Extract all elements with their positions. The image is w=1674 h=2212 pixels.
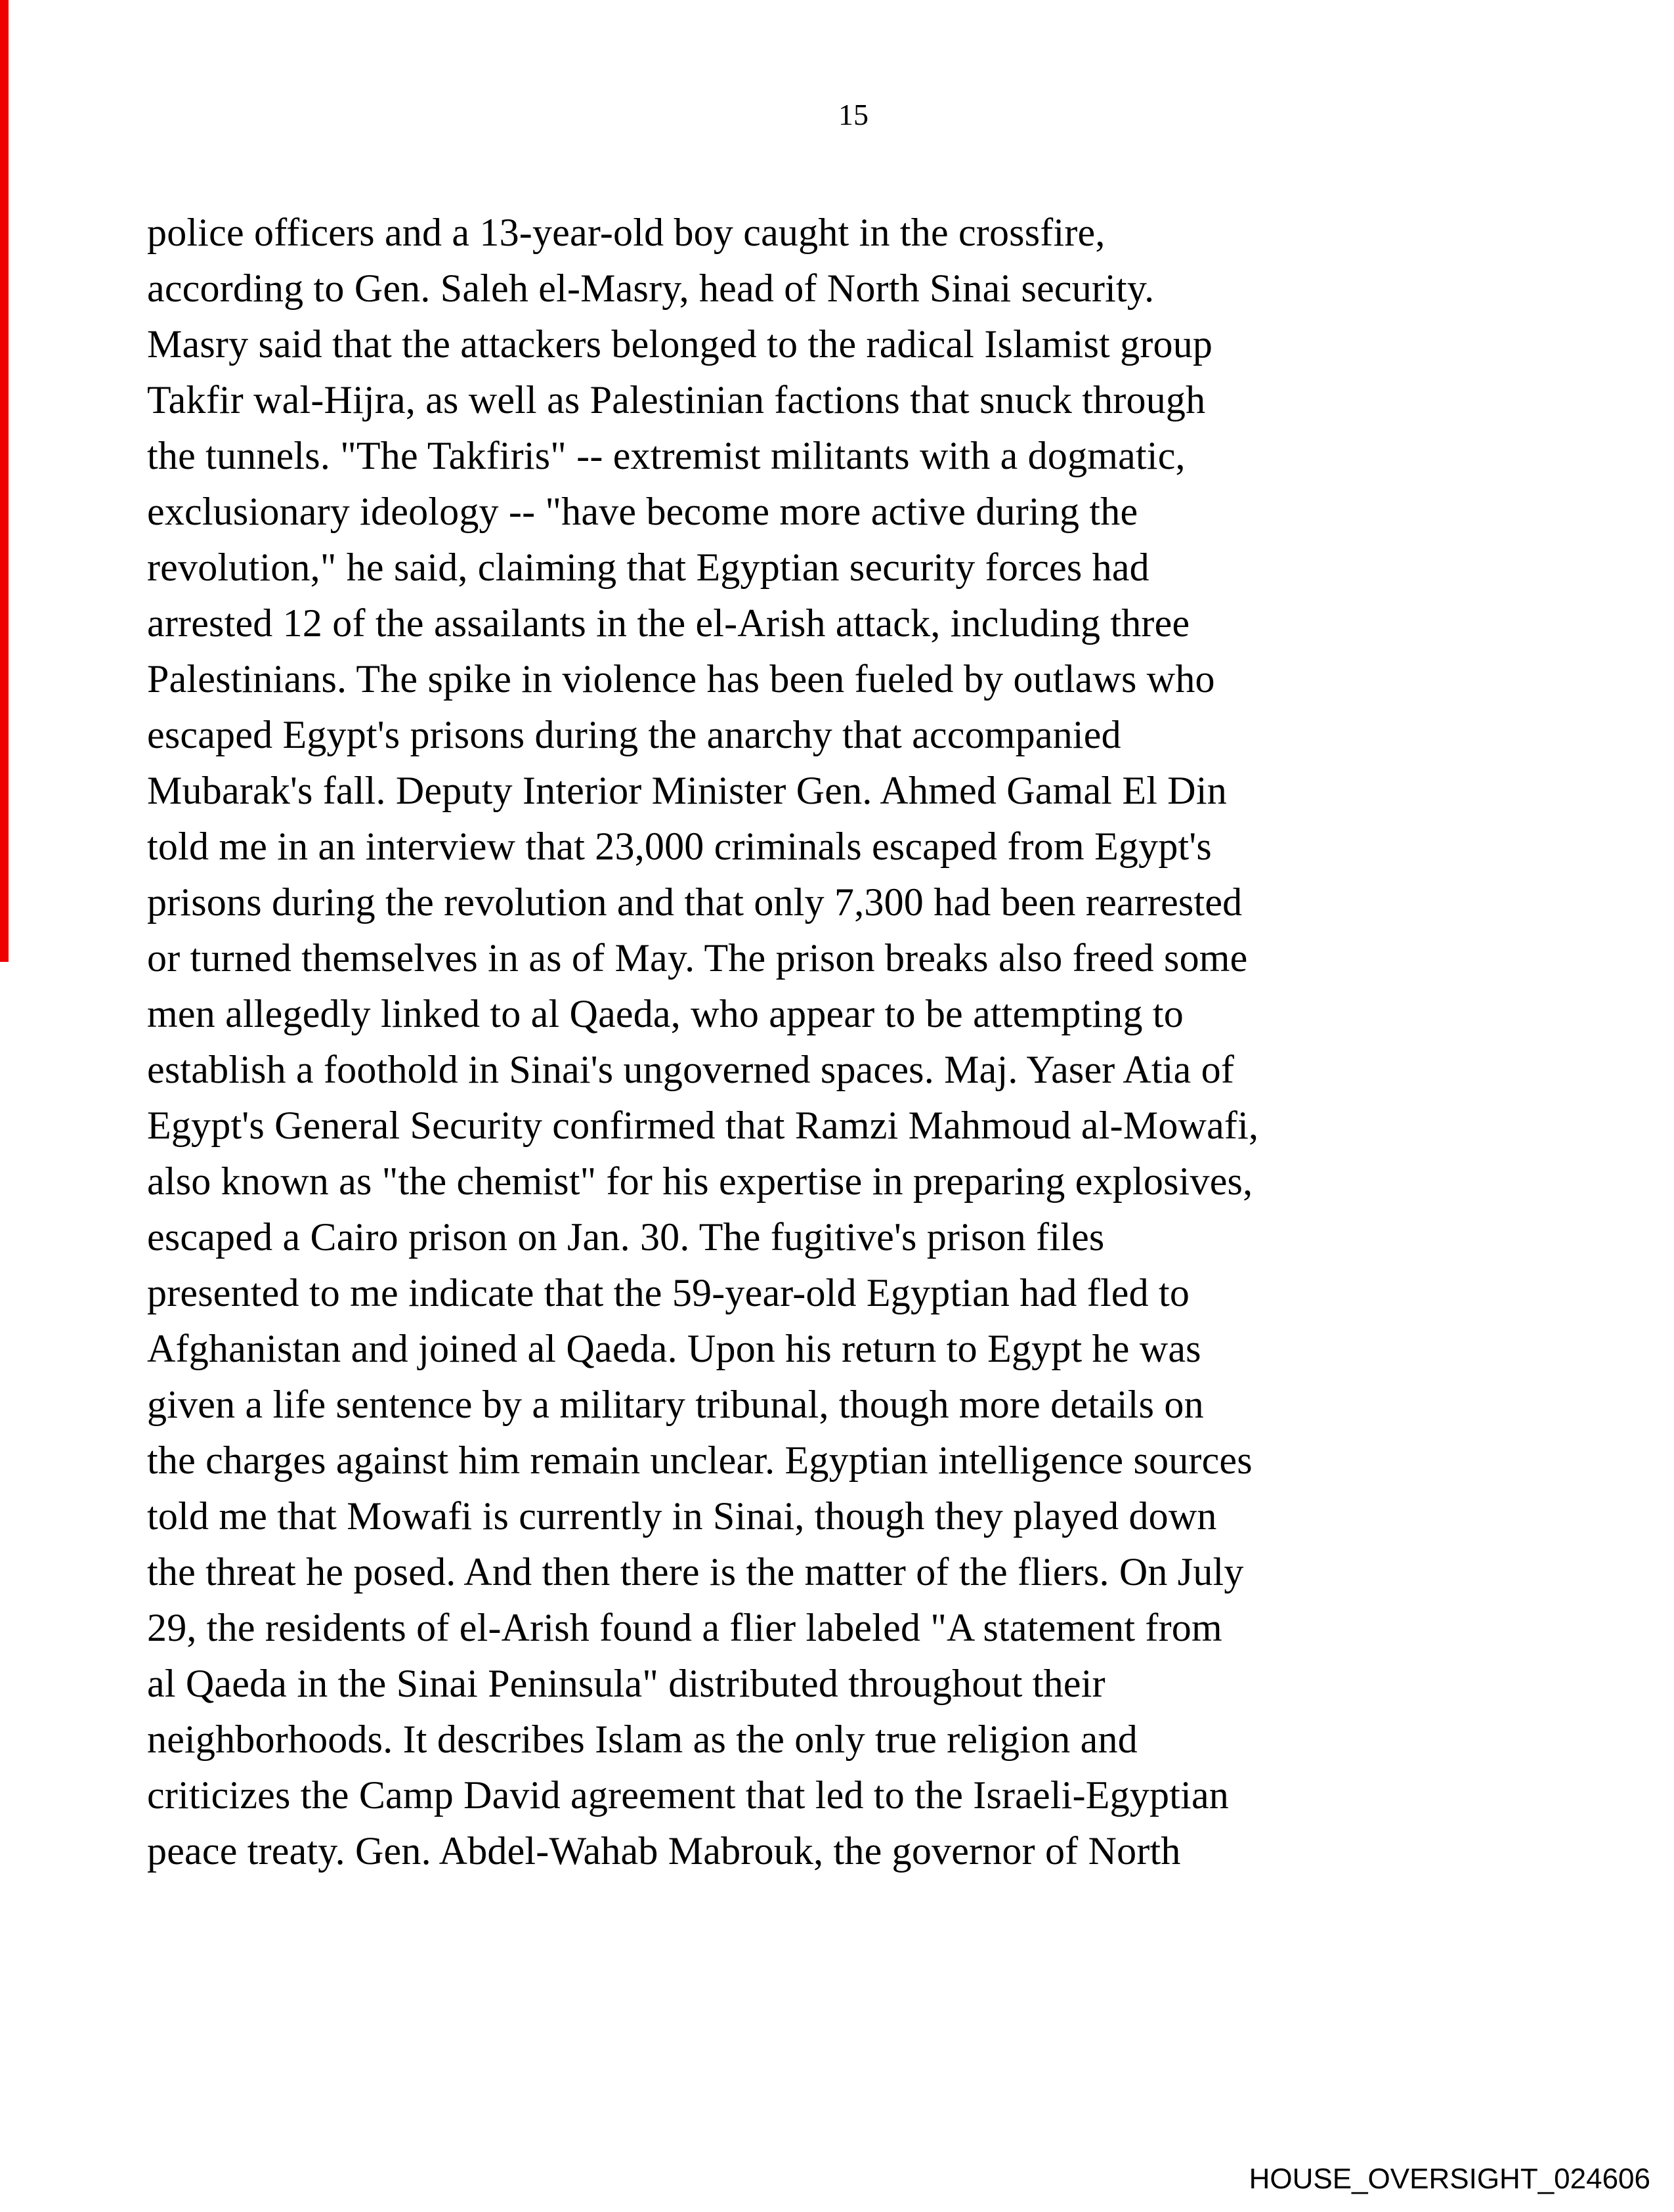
text-line: given a life sentence by a military tribunal, though more details on <box>147 1383 1204 1426</box>
text-line: the charges against him remain unclear. Egyptian intelligence sources <box>147 1439 1253 1482</box>
text-line: the tunnels. "The Takfiris" -- extremist militants with a dogmatic, <box>147 434 1186 477</box>
text-line: Mubarak's fall. Deputy Interior Minister Gen. Ahmed Gamal El Din <box>147 769 1227 812</box>
text-line: prisons during the revolution and that only 7,300 had been rearrested <box>147 880 1243 924</box>
text-line: police officers and a 13-year-old boy caught in the crossfire, <box>147 211 1105 254</box>
text-line: escaped Egypt's prisons during the anarchy that accompanied <box>147 713 1121 756</box>
text-line: criticizes the Camp David agreement that led to the Israeli-Egyptian <box>147 1773 1229 1817</box>
text-line: neighborhoods. It describes Islam as the only true religion and <box>147 1718 1138 1761</box>
text-line: Palestinians. The spike in violence has been fueled by outlaws who <box>147 657 1215 701</box>
text-line: men allegedly linked to al Qaeda, who appear to be attempting to <box>147 992 1184 1035</box>
text-line: escaped a Cairo prison on Jan. 30. The fugitive's prison files <box>147 1215 1105 1259</box>
text-line: arrested 12 of the assailants in the el-Arish attack, including three <box>147 601 1190 645</box>
bates-number: HOUSE_OVERSIGHT_024606 <box>1249 2163 1650 2195</box>
text-line: Masry said that the attackers belonged to the radical Islamist group <box>147 322 1213 366</box>
text-line: al Qaeda in the Sinai Peninsula" distributed throughout their <box>147 1662 1105 1705</box>
text-line: Afghanistan and joined al Qaeda. Upon his return to Egypt he was <box>147 1327 1201 1370</box>
text-line: establish a foothold in Sinai's ungoverned spaces. Maj. Yaser Atia of <box>147 1048 1235 1091</box>
text-line: exclusionary ideology -- "have become more active during the <box>147 490 1138 533</box>
text-line: revolution," he said, claiming that Egyptian security forces had <box>147 546 1149 589</box>
page-number: 15 <box>838 98 869 131</box>
body-text <box>147 205 1635 1879</box>
text-line: presented to me indicate that the 59-year-old Egyptian had fled to <box>147 1271 1190 1314</box>
text-line: also known as "the chemist" for his expertise in preparing explosives, <box>147 1160 1253 1203</box>
text-line: or turned themselves in as of May. The prison breaks also freed some <box>147 936 1248 980</box>
text-line: peace treaty. Gen. Abdel-Wahab Mabrouk, the governor of North <box>147 1829 1181 1873</box>
text-line: told me that Mowafi is currently in Sinai, though they played down <box>147 1494 1217 1538</box>
text-line: the threat he posed. And then there is the matter of the fliers. On July <box>147 1550 1244 1594</box>
text-line: according to Gen. Saleh el-Masry, head of North Sinai security. <box>147 267 1155 310</box>
left-edge-red-bar <box>0 0 9 962</box>
text-line: Takfir wal-Hijra, as well as Palestinian factions that snuck through <box>147 378 1206 422</box>
text-line: 29, the residents of el-Arish found a flier labeled "A statement from <box>147 1606 1222 1649</box>
text-line: Egypt's General Security confirmed that Ramzi Mahmoud al-Mowafi, <box>147 1104 1259 1147</box>
text-line: told me in an interview that 23,000 criminals escaped from Egypt's <box>147 825 1212 868</box>
